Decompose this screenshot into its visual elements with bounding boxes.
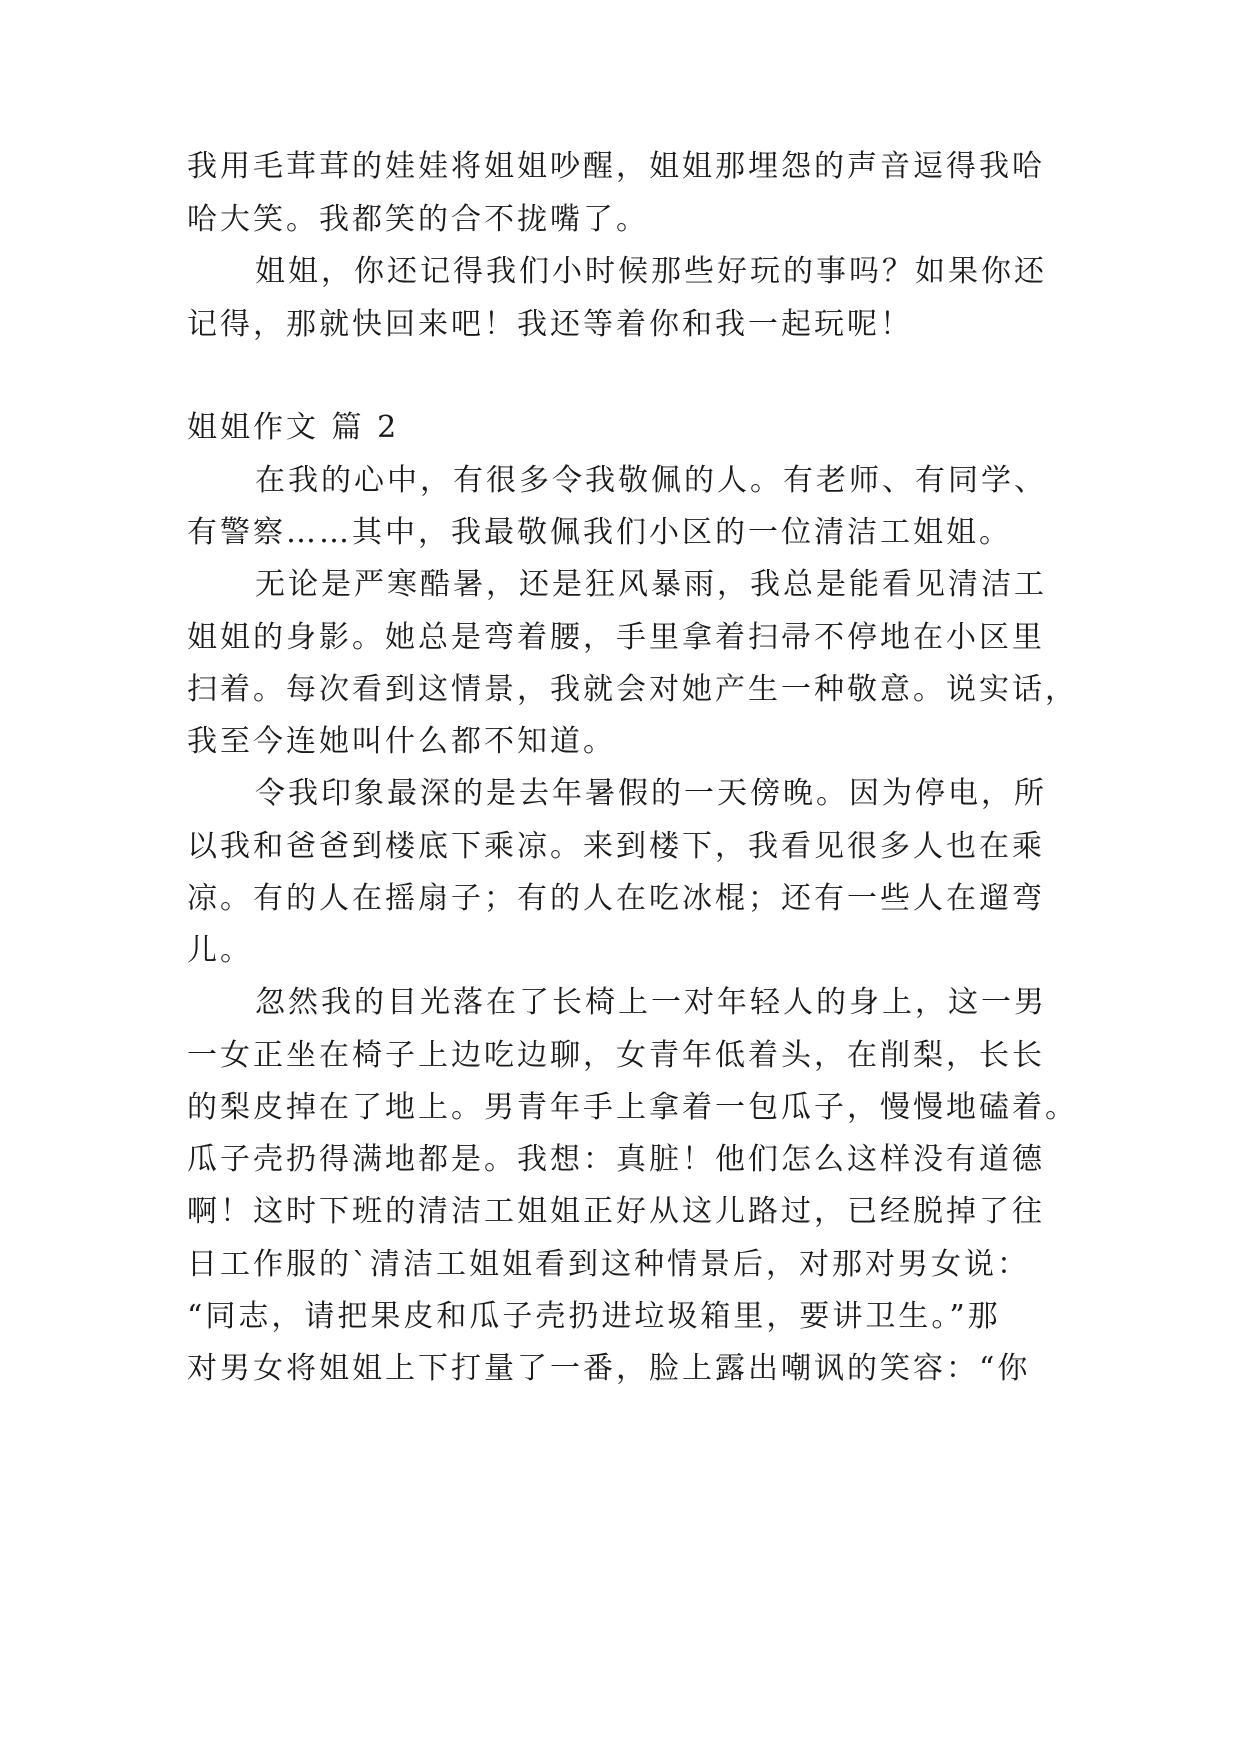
body-line: 我用毛茸茸的娃娃将姐姐吵醒，姐姐那埋怨的声音逗得我哈: [187, 149, 1045, 184]
body-line: 日工作服的`清洁工姐姐看到这种情景后，对那对男女说：: [187, 1247, 1030, 1282]
body-line: 姐姐的身影。她总是弯着腰，手里拿着扫帚不停地在小区里: [187, 620, 1045, 655]
body-line: 一女正坐在椅子上边吃边聊，女青年低着头，在削梨，长长: [187, 1038, 1045, 1073]
body-line: 记得，那就快回来吧！我还等着你和我一起玩呢！: [187, 307, 913, 342]
body-line: 瓜子壳扔得满地都是。我想：真脏！他们怎么这样没有道德: [187, 1142, 1045, 1177]
body-line: 有警察……其中，我最敬佩我们小区的一位清洁工姐姐。: [187, 515, 1012, 550]
paragraph-first-line: 令我印象最深的是去年暑假的一天傍晚。因为停电，所: [255, 776, 1047, 811]
body-line: 对男女将姐姐上下打量了一番，脸上露出嘲讽的笑容：“你: [187, 1351, 1031, 1386]
paragraph-first-line: 姐姐，你还记得我们小时候那些好玩的事吗？如果你还: [255, 254, 1047, 289]
body-line: 啊！这时下班的清洁工姐姐正好从这儿路过，已经脱掉了往: [187, 1194, 1045, 1229]
paragraph-first-line: 在我的心中，有很多令我敬佩的人。有老师、有同学、: [255, 463, 1047, 498]
body-line: 凉。有的人在摇扇子；有的人在吃冰棍；还有一些人在遛弯: [187, 881, 1045, 916]
body-line: 以我和爸爸到楼底下乘凉。来到楼下，我看见很多人也在乘: [187, 829, 1045, 864]
body-line: 扫着。每次看到这情景，我就会对她产生一种敬意。说实话，: [187, 672, 1078, 707]
section-heading: 姐姐作文 篇 2: [187, 410, 400, 445]
paragraph-first-line: 无论是严寒酷暑，还是狂风暴雨，我总是能看见清洁工: [255, 567, 1047, 602]
body-line: 我至今连她叫什么都不知道。: [187, 724, 616, 759]
body-line: 的梨皮掉在了地上。男青年手上拿着一包瓜子，慢慢地磕着。: [187, 1090, 1078, 1125]
body-line: 哈大笑。我都笑的合不拢嘴了。: [187, 202, 649, 237]
paragraph-first-line: 忽然我的目光落在了长椅上一对年轻人的身上，这一男: [255, 985, 1047, 1020]
body-line: “同志，请把果皮和瓜子壳扔进垃圾箱里，要讲卫生。”那: [187, 1299, 1001, 1334]
body-line: 儿。: [187, 933, 253, 968]
